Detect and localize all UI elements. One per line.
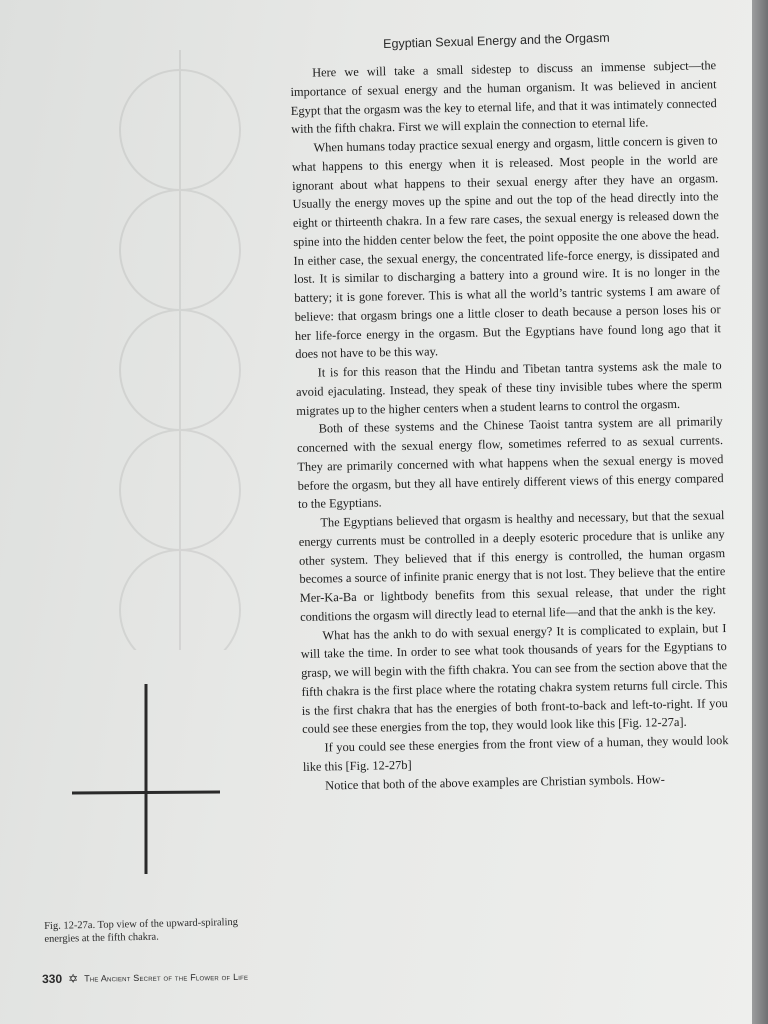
bleed-through-diagram — [60, 10, 300, 650]
paragraph: Notice that both of the above examples are Christian symbols. How- — [325, 771, 665, 792]
paragraph: Both of these systems and the Chinese Taoist tantra system are all primarily concerned with the sexual energy flow, sometimes referred to as sexual currents. They are primarily concerned with what happens when the sexual energy is moved before the orgasm, but they all have entirely different views of this energy compared to the Egyptians. — [296, 414, 724, 512]
page-number: 330 — [42, 971, 63, 986]
page-edge-shadow — [752, 0, 768, 1024]
body-text — [290, 56, 729, 795]
paragraph: Here we will take a small sidestep to discuss an immense subject—the importance of sexual energy and the human organism. It was believed in ancient Egypt that the orgasm was the key to eternal life, and that it was intimately connected with the fifth chakra. First we will explain the connection to eternal life. — [290, 58, 717, 137]
cross-figure — [72, 684, 222, 874]
running-header: Egyptian Sexual Energy and the Orgasm — [383, 30, 610, 51]
paragraph: It is for this reason that the Hindu and Tibetan tantra systems ask the male to avoid ejaculating. Instead, they speak of these tiny invisible tubes where the sperm migrates up to the higher centers when a student learns to control the orgasm. — [295, 358, 723, 418]
figure-caption: Fig. 12-27a. Top view of the upward-spiraling energies at the fifth chakra. — [44, 916, 239, 945]
cross-horizontal-line — [72, 792, 220, 793]
book-title: The Ancient Secret of the Flower of Life — [84, 971, 249, 984]
paragraph: When humans today practice sexual energy and orgasm, little concern is given to what happens to this energy when it is released. Most people in the world are ignorant about what happens to their sexual energy after they have an orgasm. Usually the energy moves up the spine and out the top of the head directly into the eight or thirteenth chakra. In a few rare cases, the sexual energy is released down the spine into the hidden center below the feet, the point opposite the one above the head. In either case, the sexual energy, the concentrated life-force energy, is dissipated and lost. It is similar to discharging a battery into a ground wire. It is no longer in the battery; it is gone forever. This is what all the world’s tantric systems I am aware of believe: that orgasm brings one a little closer to death because a person loses his or her life-force energy in the orgasm. But the Egyptians have found long ago that it does not have to be this way. — [291, 133, 722, 362]
paragraph: What has the ankh to do with sexual energy? It is complicated to explain, but I will take the time. In order to see what took thousands of years for the Egyptians to grasp, we will begin with the fifth chakra. You can see from the section above that the fifth chakra is the first place where the rotating chakra system returns full circle. This is the first chakra that has the energies of both front-to-back and left-to-right. If you could see these energies from the top, they would look like this [Fig. 12-27a]. — [300, 620, 728, 737]
paragraph: The Egyptians believed that orgasm is healthy and necessary, but that the sexual energy currents must be controlled in a deeply esoteric procedure that is unlike any other system. They believed that if this energy is controlled, the human orgasm becomes a source of infinite pranic energy that is not lost. They believe that the entire Mer-Ka-Ba or lightbody benefits from this sexual release, that under the right conditions the orgasm will directly lead to eternal life—and that the ankh is the key. — [298, 508, 726, 624]
paragraph: If you could see these energies from the front view of a human, they would look like this [Fig. 12-27b] — [302, 733, 729, 774]
star-icon: ✡ — [68, 971, 79, 986]
page-footer — [42, 970, 248, 986]
